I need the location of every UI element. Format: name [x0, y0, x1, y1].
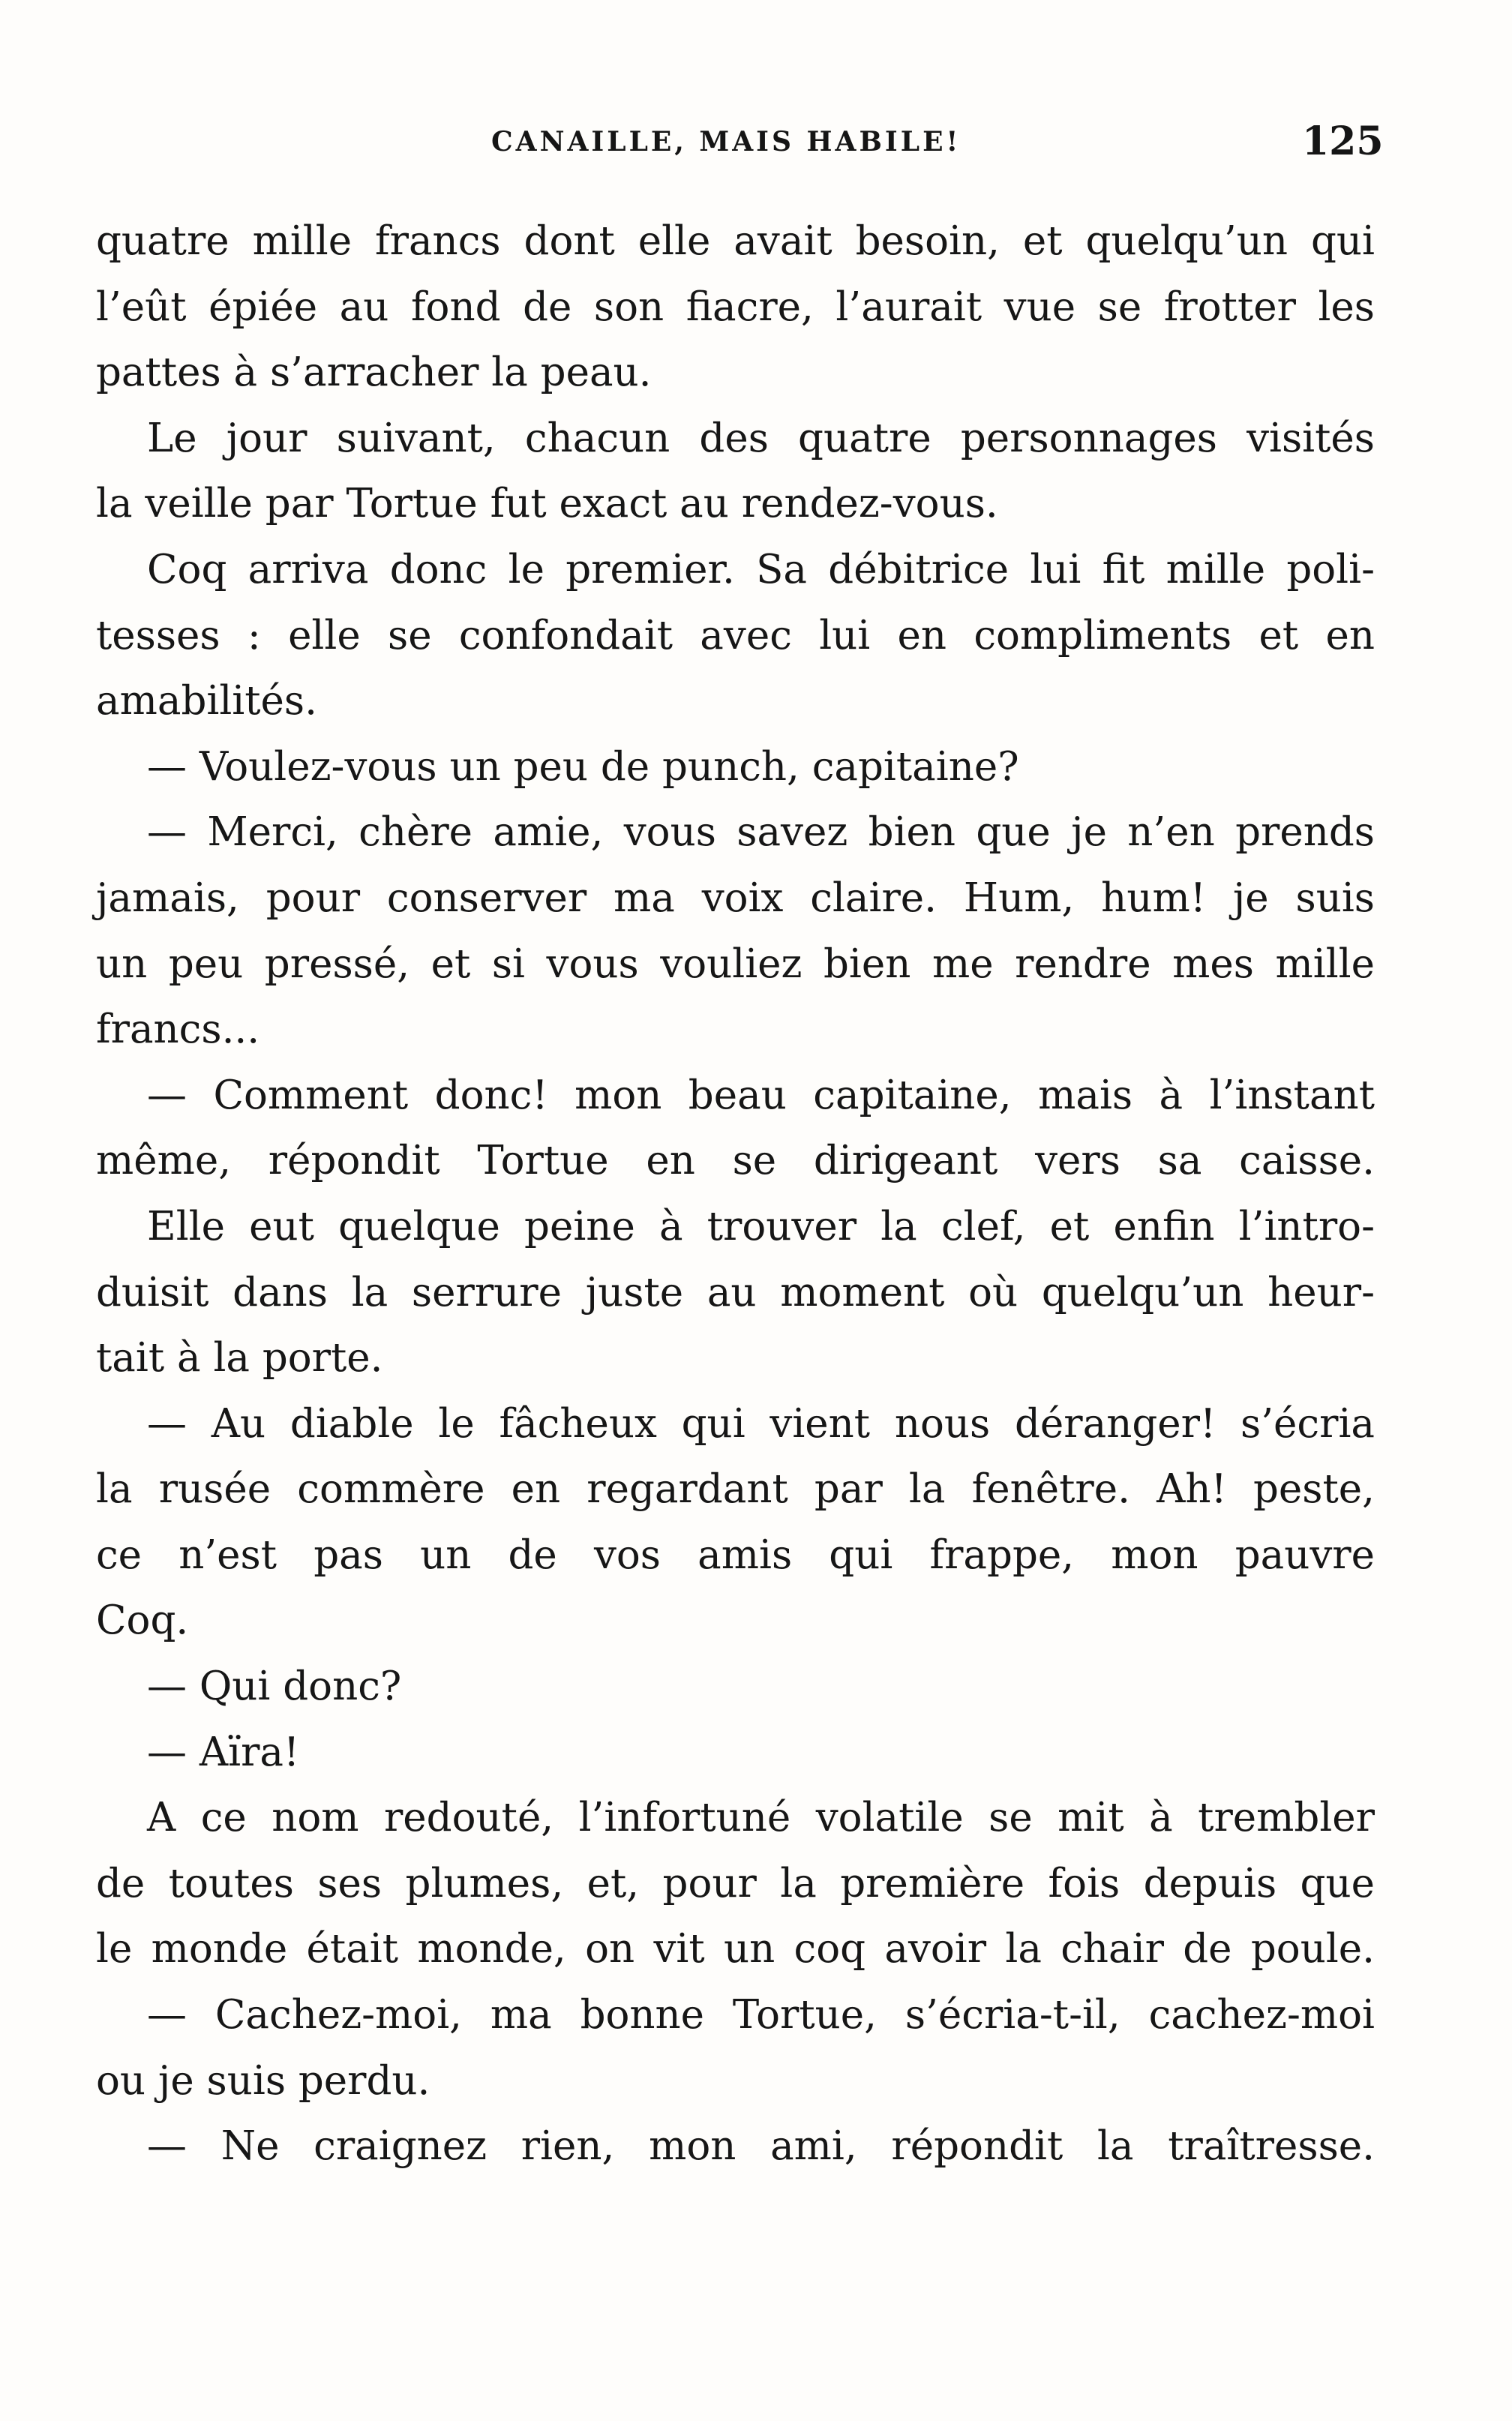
text-line: Le jour suivant, chacun des quatre personnages visités — [147, 415, 1375, 461]
page-number: 125 — [1302, 118, 1384, 164]
text-line: quatre mille francs dont elle avait besoin, et quelqu’un qui — [96, 218, 1375, 264]
text-line: jamais, pour conserver ma voix claire. Hum, hum! je suis — [96, 874, 1375, 921]
text-line: — Au diable le fâcheux qui vient nous déranger! s’écria — [147, 1400, 1375, 1447]
text-line: francs... — [96, 1006, 260, 1053]
running-title: CANAILLE, MAIS HABILE! — [491, 126, 962, 158]
text-line: — Comment donc! mon beau capitaine, mais à l’instant — [147, 1072, 1375, 1118]
text-line: pattes à s’arracher la peau. — [96, 350, 652, 396]
text-line: tait à la porte. — [96, 1335, 383, 1382]
text-line: Elle eut quelque peine à trouver la clef, et enfin l’intro- — [147, 1203, 1375, 1250]
text-line: de toutes ses plumes, et, pour la première fois depuis que — [96, 1860, 1375, 1906]
text-line: même, répondit Tortue en se dirigeant vers sa caisse. — [96, 1138, 1375, 1184]
text-line: Coq. — [96, 1598, 189, 1644]
text-line: ou je suis perdu. — [96, 2057, 430, 2104]
text-line: amabilités. — [96, 678, 317, 724]
text-line: duisit dans la serrure juste au moment où quelqu’un heur- — [96, 1269, 1375, 1316]
text-line: la rusée commère en regardant par la fenêtre. Ah! peste, — [96, 1466, 1375, 1513]
text-line: A ce nom redouté, l’infortuné volatile se mit à trembler — [147, 1795, 1375, 1841]
text-line: — Merci, chère amie, vous savez bien que je n’en prends — [147, 809, 1375, 856]
text-line: un peu pressé, et si vous vouliez bien me rendre mes mille — [96, 940, 1375, 987]
text-line: l’eût épiée au fond de son fiacre, l’aurait vue se frotter les — [96, 284, 1375, 330]
text-line: — Aïra! — [147, 1729, 300, 1775]
text-line: — Cachez-moi, ma bonne Tortue, s’écria-t-il, cachez-moi — [147, 1992, 1375, 2038]
text-line: la veille par Tortue fut exact au rendez-vous. — [96, 481, 998, 527]
text-line: — Qui donc? — [147, 1664, 402, 1710]
text-line: ce n’est pas un de vos amis qui frappe, mon pauvre — [96, 1532, 1375, 1578]
text-line: tesses : elle se confondait avec lui en compliments et en — [96, 612, 1375, 658]
body-text — [96, 208, 1375, 2180]
text-line: le monde était monde, on vit un coq avoir la chair de poule. — [96, 1926, 1375, 1972]
running-head — [0, 118, 1512, 171]
text-line: Coq arriva donc le premier. Sa débitrice lui fit mille poli- — [147, 546, 1375, 592]
text-line: — Voulez-vous un peu de punch, capitaine? — [147, 743, 1019, 790]
text-line: — Ne craignez rien, mon ami, répondit la traîtresse. — [147, 2123, 1375, 2170]
